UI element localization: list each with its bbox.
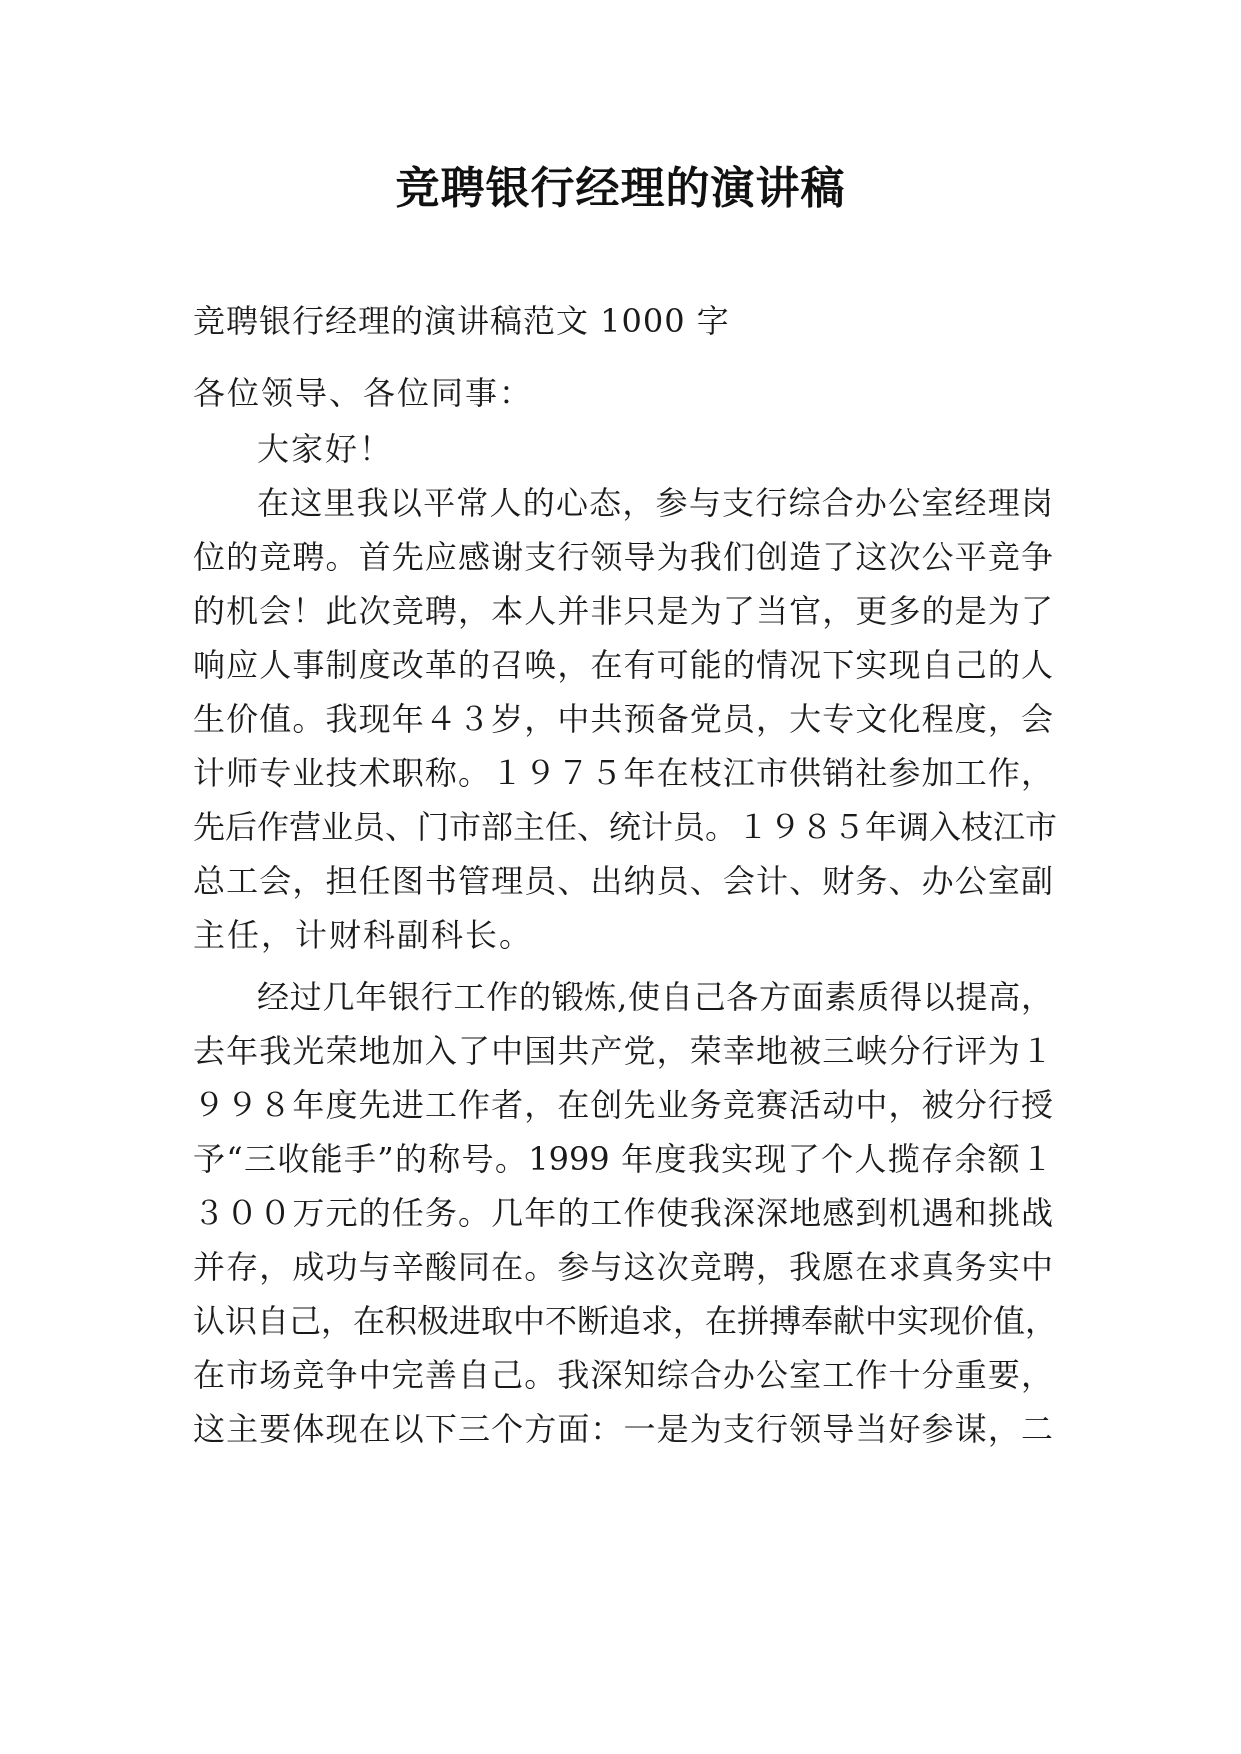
document-subtitle: 竞聘银行经理的演讲稿范文 1000 字 bbox=[193, 302, 730, 340]
body-line: 位的竞聘。首先应感谢支行领导为我们创造了这次公平竞争 bbox=[193, 538, 1053, 576]
body-line: 生价值。我现年４３岁，中共预备党员，大专文化程度，会 bbox=[193, 700, 1053, 738]
body-line: 认识自己，在积极进取中不断追求，在拼搏奉献中实现价值， bbox=[193, 1302, 1058, 1340]
salutation-line: 各位领导、各位同事： bbox=[193, 374, 534, 412]
body-line: 的机会！此次竞聘，本人并非只是为了当官，更多的是为了 bbox=[193, 592, 1053, 630]
body-line: 响应人事制度改革的召唤，在有可能的情况下实现自己的人 bbox=[193, 646, 1053, 684]
body-line: 在这里我以平常人的心态，参与支行综合办公室经理岗 bbox=[257, 484, 1053, 522]
body-line: 主任，计财科副科长。 bbox=[193, 916, 534, 954]
document-title: 竞聘银行经理的演讲稿 bbox=[395, 163, 846, 214]
body-line: 并存，成功与辛酸同在。参与这次竞聘，我愿在求真务实中 bbox=[193, 1248, 1053, 1286]
body-line: 经过几年银行工作的锻炼,使自己各方面素质得以提高， bbox=[257, 978, 1053, 1016]
body-line: ９９８年度先进工作者，在创先业务竞赛活动中，被分行授 bbox=[193, 1086, 1053, 1124]
body-line: 予“三收能手”的称号。1999 年度我实现了个人揽存余额１ bbox=[193, 1140, 1053, 1178]
body-line: 去年我光荣地加入了中国共产党，荣幸地被三峡分行评为１ bbox=[193, 1032, 1053, 1070]
body-line: 计师专业技术职称。１９７５年在枝江市供销社参加工作， bbox=[193, 754, 1053, 792]
body-line: 这主要体现在以下三个方面：一是为支行领导当好参谋，二 bbox=[193, 1410, 1053, 1448]
body-line: 总工会，担任图书管理员、出纳员、会计、财务、办公室副 bbox=[193, 862, 1053, 900]
body-line: 先后作营业员、门市部主任、统计员。１９８５年调入枝江市 bbox=[193, 808, 1058, 846]
body-line: ３００万元的任务。几年的工作使我深深地感到机遇和挑战 bbox=[193, 1194, 1053, 1232]
body-line: 在市场竞争中完善自己。我深知综合办公室工作十分重要， bbox=[193, 1356, 1053, 1394]
greeting-line: 大家好！ bbox=[257, 430, 394, 468]
